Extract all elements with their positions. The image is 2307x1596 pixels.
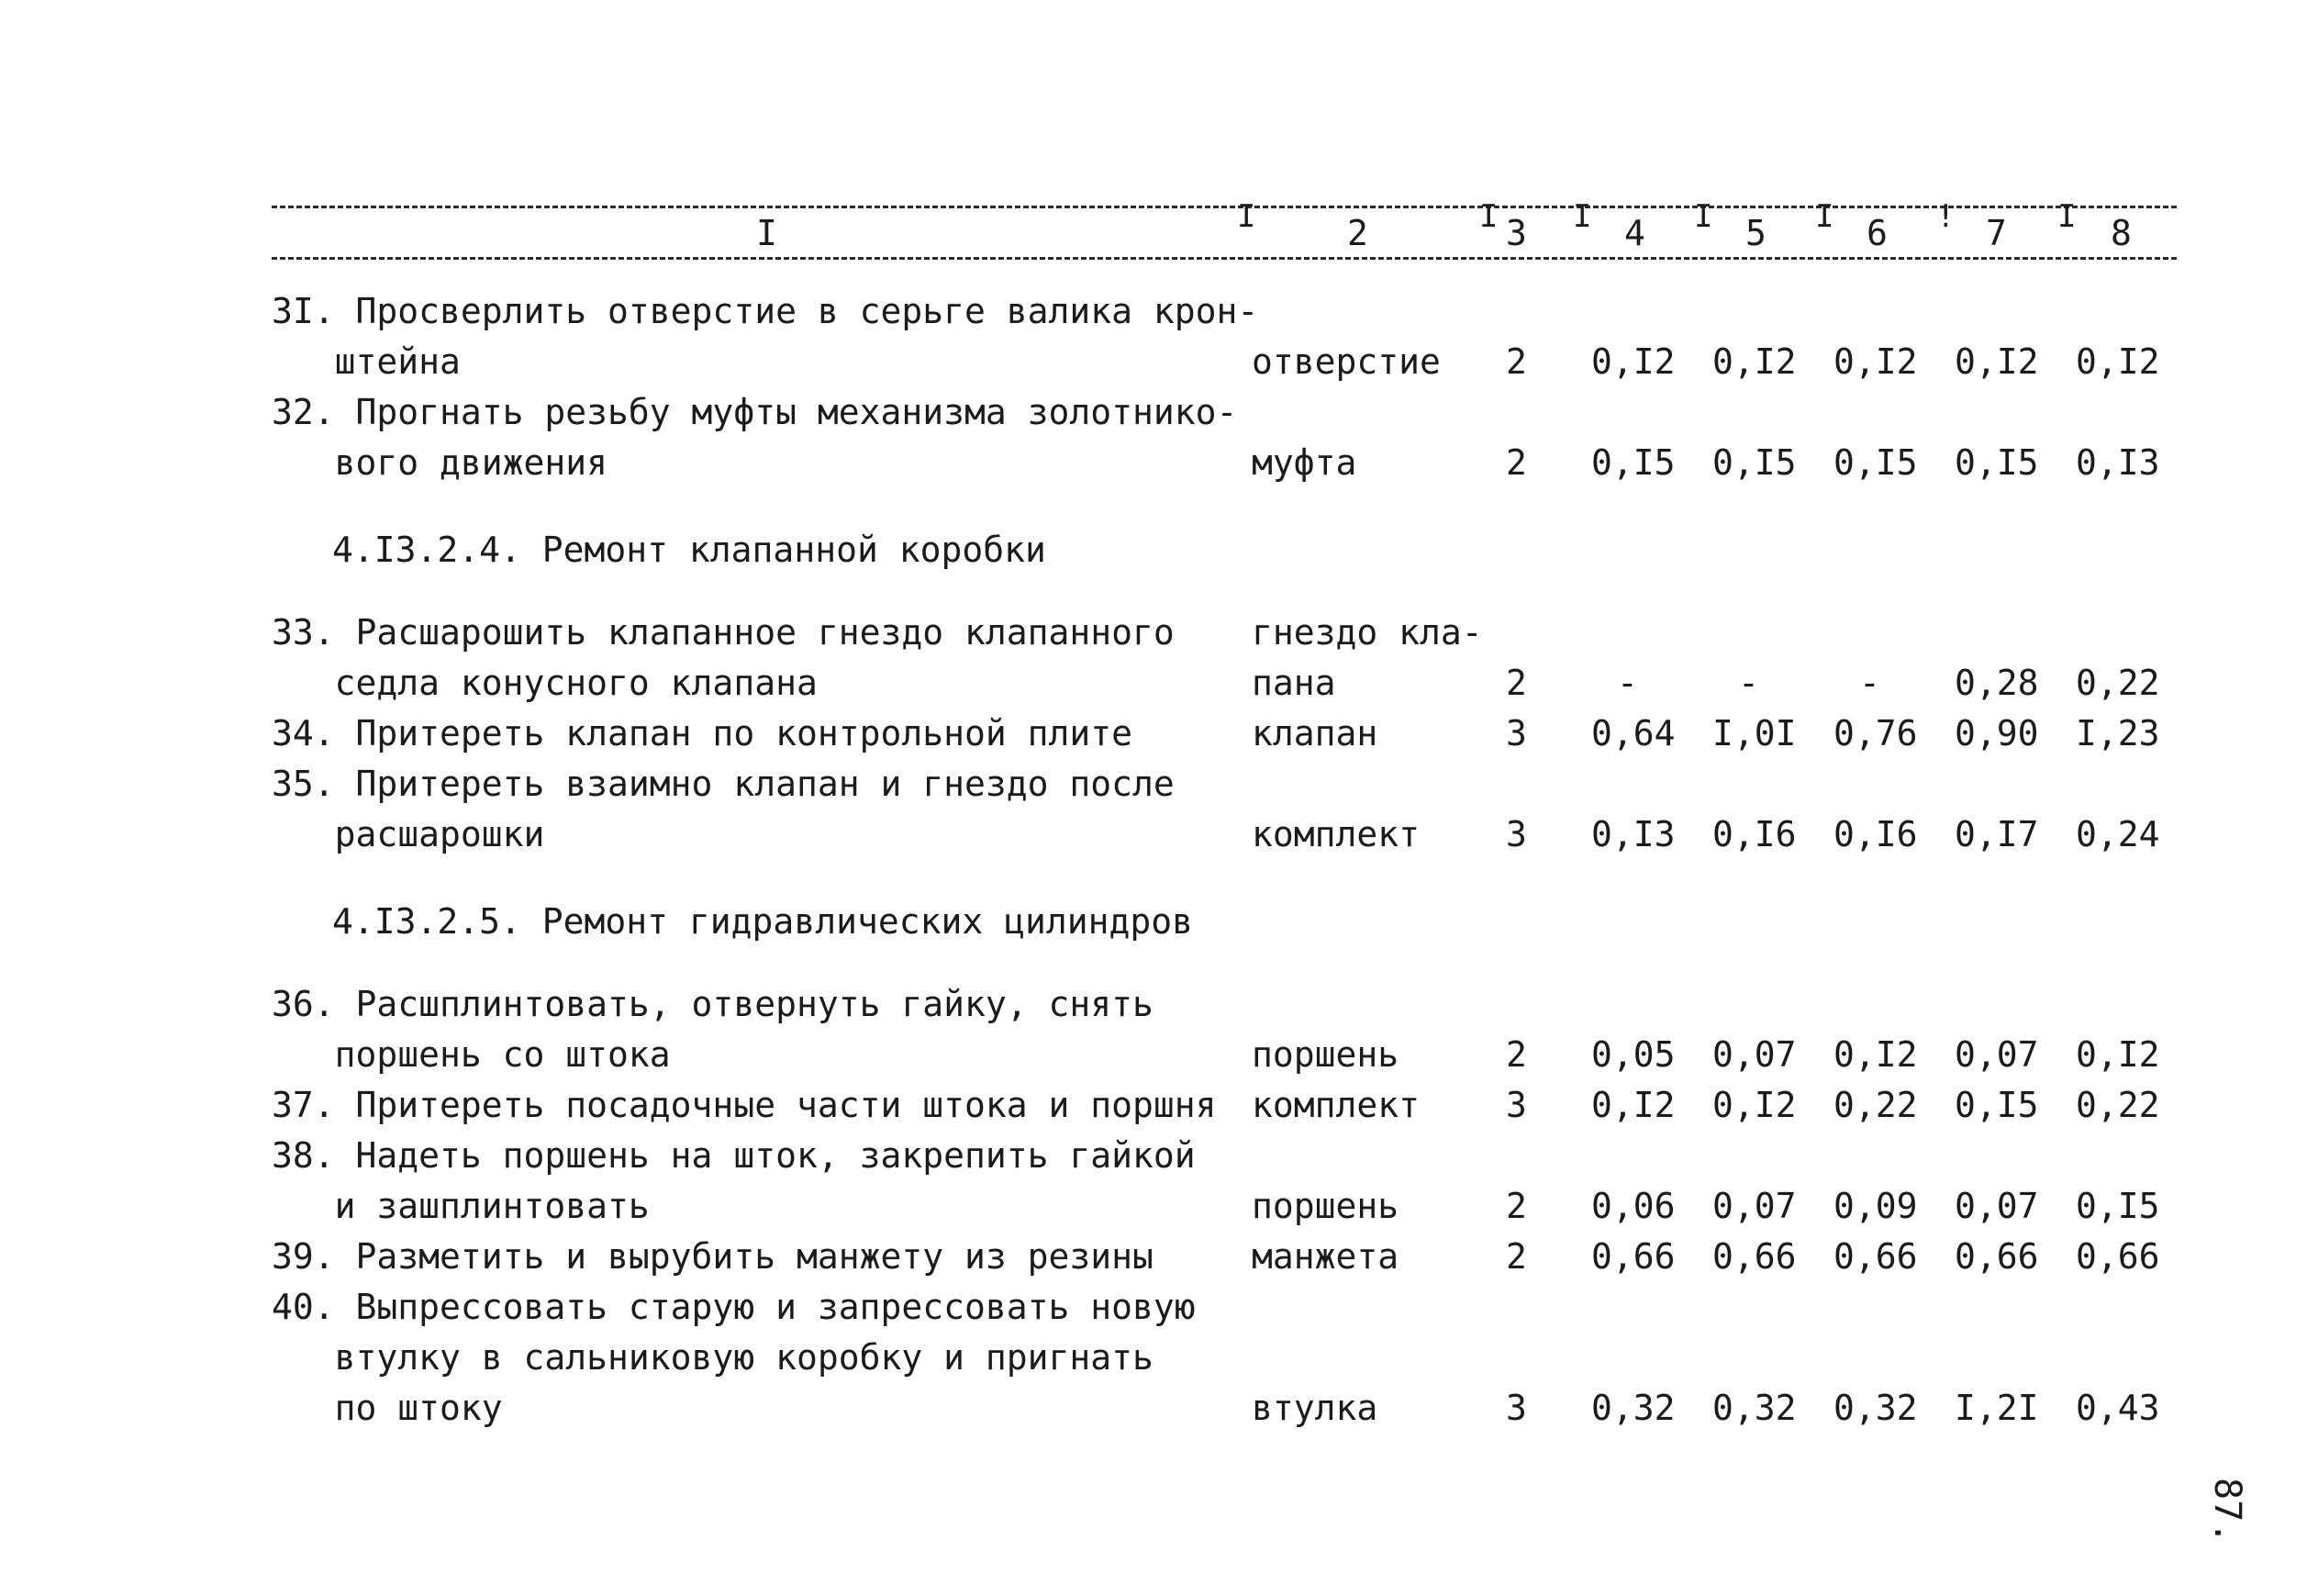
norm-value-cell: 0,I6	[1712, 814, 1797, 854]
table-header-rule	[272, 257, 2177, 260]
operation-text: 38. Надеть поршень на шток, закрепить гайкой	[272, 1135, 1196, 1176]
column-header: 3	[1506, 213, 1527, 253]
operation-text: 32. Прогнать резьбу муфты механизма золотнико-	[272, 392, 1238, 432]
norm-value-cell: 0,I2	[1712, 341, 1797, 382]
category-cell: 2	[1506, 1236, 1527, 1277]
unit-cell: муфта	[1252, 442, 1357, 483]
norm-value-cell: I,23	[2076, 713, 2160, 753]
norm-value-cell: 0,06	[1591, 1186, 1676, 1226]
norm-value-cell: 0,I5	[1591, 442, 1676, 483]
norm-value-cell: 0,07	[1712, 1034, 1797, 1075]
norm-value-cell: 0,I3	[1591, 814, 1676, 854]
category-cell: 2	[1506, 442, 1527, 483]
norm-value-cell: I,2I	[1955, 1388, 2039, 1428]
norm-value-cell: 0,I5	[1833, 442, 1918, 483]
norm-value-cell: 0,90	[1955, 713, 2039, 753]
operation-text: 36. Расшплинтовать, отвернуть гайку, снять	[272, 984, 1154, 1024]
unit-cell: гнездо кла-	[1252, 612, 1483, 653]
norm-value-cell: 0,66	[1833, 1236, 1918, 1277]
norm-value-cell: 0,64	[1591, 713, 1676, 753]
norm-value-cell: 0,I5	[2076, 1186, 2160, 1226]
operation-text: штейна	[272, 341, 461, 382]
column-header: 7	[1986, 213, 2007, 253]
norm-value-cell: 0,07	[1712, 1186, 1797, 1226]
norm-value-cell: 0,I2	[1833, 1034, 1918, 1075]
operation-text: 37. Притереть посадочные части штока и поршня	[272, 1085, 1217, 1125]
norm-value-cell: 0,I2	[1955, 341, 2039, 382]
category-cell: 2	[1506, 1186, 1527, 1226]
norm-value-cell: 0,I2	[1833, 341, 1918, 382]
norm-value-cell: 0,I3	[2076, 442, 2160, 483]
norm-value-cell: -	[1617, 663, 1638, 703]
norm-value-cell: 0,I2	[1591, 341, 1676, 382]
column-header: 2	[1347, 213, 1368, 253]
norm-value-cell: 0,28	[1955, 663, 2039, 703]
norm-value-cell: 0,I7	[1955, 814, 2039, 854]
category-cell: 3	[1506, 814, 1527, 854]
norm-value-cell: 0,32	[1833, 1388, 1918, 1428]
norm-value-cell: 0,I5	[1955, 442, 2039, 483]
section-heading: 4.I3.2.4. Ремонт клапанной коробки	[332, 530, 1046, 570]
norm-value-cell: 0,66	[2076, 1236, 2160, 1277]
unit-cell: втулка	[1252, 1388, 1378, 1428]
norm-value-cell: 0,24	[2076, 814, 2160, 854]
norm-value-cell: -	[1859, 663, 1880, 703]
norm-value-cell: 0,07	[1955, 1186, 2039, 1226]
operation-text: 40. Выпрессовать старую и запрессовать новую	[272, 1287, 1196, 1327]
norm-value-cell: 0,I6	[1833, 814, 1918, 854]
unit-cell: комплект	[1252, 1085, 1421, 1125]
norm-value-cell: 0,32	[1591, 1388, 1676, 1428]
norm-value-cell: 0,I5	[1712, 442, 1797, 483]
norm-value-cell: 0,22	[2076, 663, 2160, 703]
operation-text: втулку в сальниковую коробку и пригнать	[272, 1337, 1154, 1378]
column-header: 5	[1745, 213, 1766, 253]
norm-value-cell: 0,66	[1591, 1236, 1676, 1277]
operation-text: седла конусного клапана	[272, 663, 818, 703]
operation-text: поршень со штока	[272, 1034, 671, 1075]
operation-text: вого движения	[272, 442, 608, 483]
column-separator: !	[1936, 198, 1956, 235]
column-header: 6	[1867, 213, 1888, 253]
operation-text: и зашплинтовать	[272, 1186, 650, 1226]
norm-value-cell: 0,I2	[1591, 1085, 1676, 1125]
norm-value-cell: 0,I2	[2076, 341, 2160, 382]
category-cell: 2	[1506, 663, 1527, 703]
column-separator: I	[1694, 198, 1713, 235]
column-header: I	[756, 213, 777, 253]
norm-value-cell: 0,43	[2076, 1388, 2160, 1428]
norm-value-cell: 0,66	[1955, 1236, 2039, 1277]
category-cell: 2	[1506, 1034, 1527, 1075]
norm-value-cell: 0,09	[1833, 1186, 1918, 1226]
unit-cell: клапан	[1252, 713, 1378, 753]
norm-value-cell: 0,07	[1955, 1034, 2039, 1075]
norm-value-cell: 0,I5	[1955, 1085, 2039, 1125]
norm-value-cell: 0,05	[1591, 1034, 1676, 1075]
norm-value-cell: -	[1738, 663, 1759, 703]
column-header: 4	[1624, 213, 1645, 253]
operation-text: расшарошки	[272, 814, 545, 854]
operation-text: 35. Притереть взаимно клапан и гнездо после	[272, 764, 1175, 804]
unit-cell: пана	[1252, 663, 1336, 703]
category-cell: 3	[1506, 713, 1527, 753]
norm-value-cell: 0,I2	[1712, 1085, 1797, 1125]
page-number: 87.	[2206, 1478, 2248, 1545]
norm-value-cell: I,0I	[1712, 713, 1797, 753]
section-heading: 4.I3.2.5. Ремонт гидравлических цилиндров	[332, 901, 1193, 942]
operation-text: 33. Расшарошить клапанное гнездо клапанного	[272, 612, 1175, 653]
category-cell: 3	[1506, 1388, 1527, 1428]
category-cell: 3	[1506, 1085, 1527, 1125]
column-separator: I	[1815, 198, 1834, 235]
column-separator: I	[1479, 198, 1499, 235]
column-header: 8	[2111, 213, 2132, 253]
operation-text: 34. Притереть клапан по контрольной плите	[272, 713, 1132, 753]
norm-value-cell: 0,22	[1833, 1085, 1918, 1125]
column-separator: I	[1237, 198, 1256, 235]
operation-text: 3I. Просверлить отверстие в серьге валика крон-	[272, 291, 1259, 331]
table-top-rule	[272, 206, 2177, 208]
unit-cell: отверстие	[1252, 341, 1441, 382]
norm-value-cell: 0,32	[1712, 1388, 1797, 1428]
norm-value-cell: 0,76	[1833, 713, 1918, 753]
column-separator: I	[1573, 198, 1592, 235]
column-separator: I	[2057, 198, 2077, 235]
category-cell: 2	[1506, 341, 1527, 382]
norm-value-cell: 0,22	[2076, 1085, 2160, 1125]
unit-cell: поршень	[1252, 1186, 1399, 1226]
operation-text: по штоку	[272, 1388, 503, 1428]
norm-value-cell: 0,66	[1712, 1236, 1797, 1277]
unit-cell: поршень	[1252, 1034, 1399, 1075]
norm-value-cell: 0,I2	[2076, 1034, 2160, 1075]
unit-cell: манжета	[1252, 1236, 1399, 1277]
operation-text: 39. Разметить и вырубить манжету из резины	[272, 1236, 1154, 1277]
unit-cell: комплект	[1252, 814, 1421, 854]
